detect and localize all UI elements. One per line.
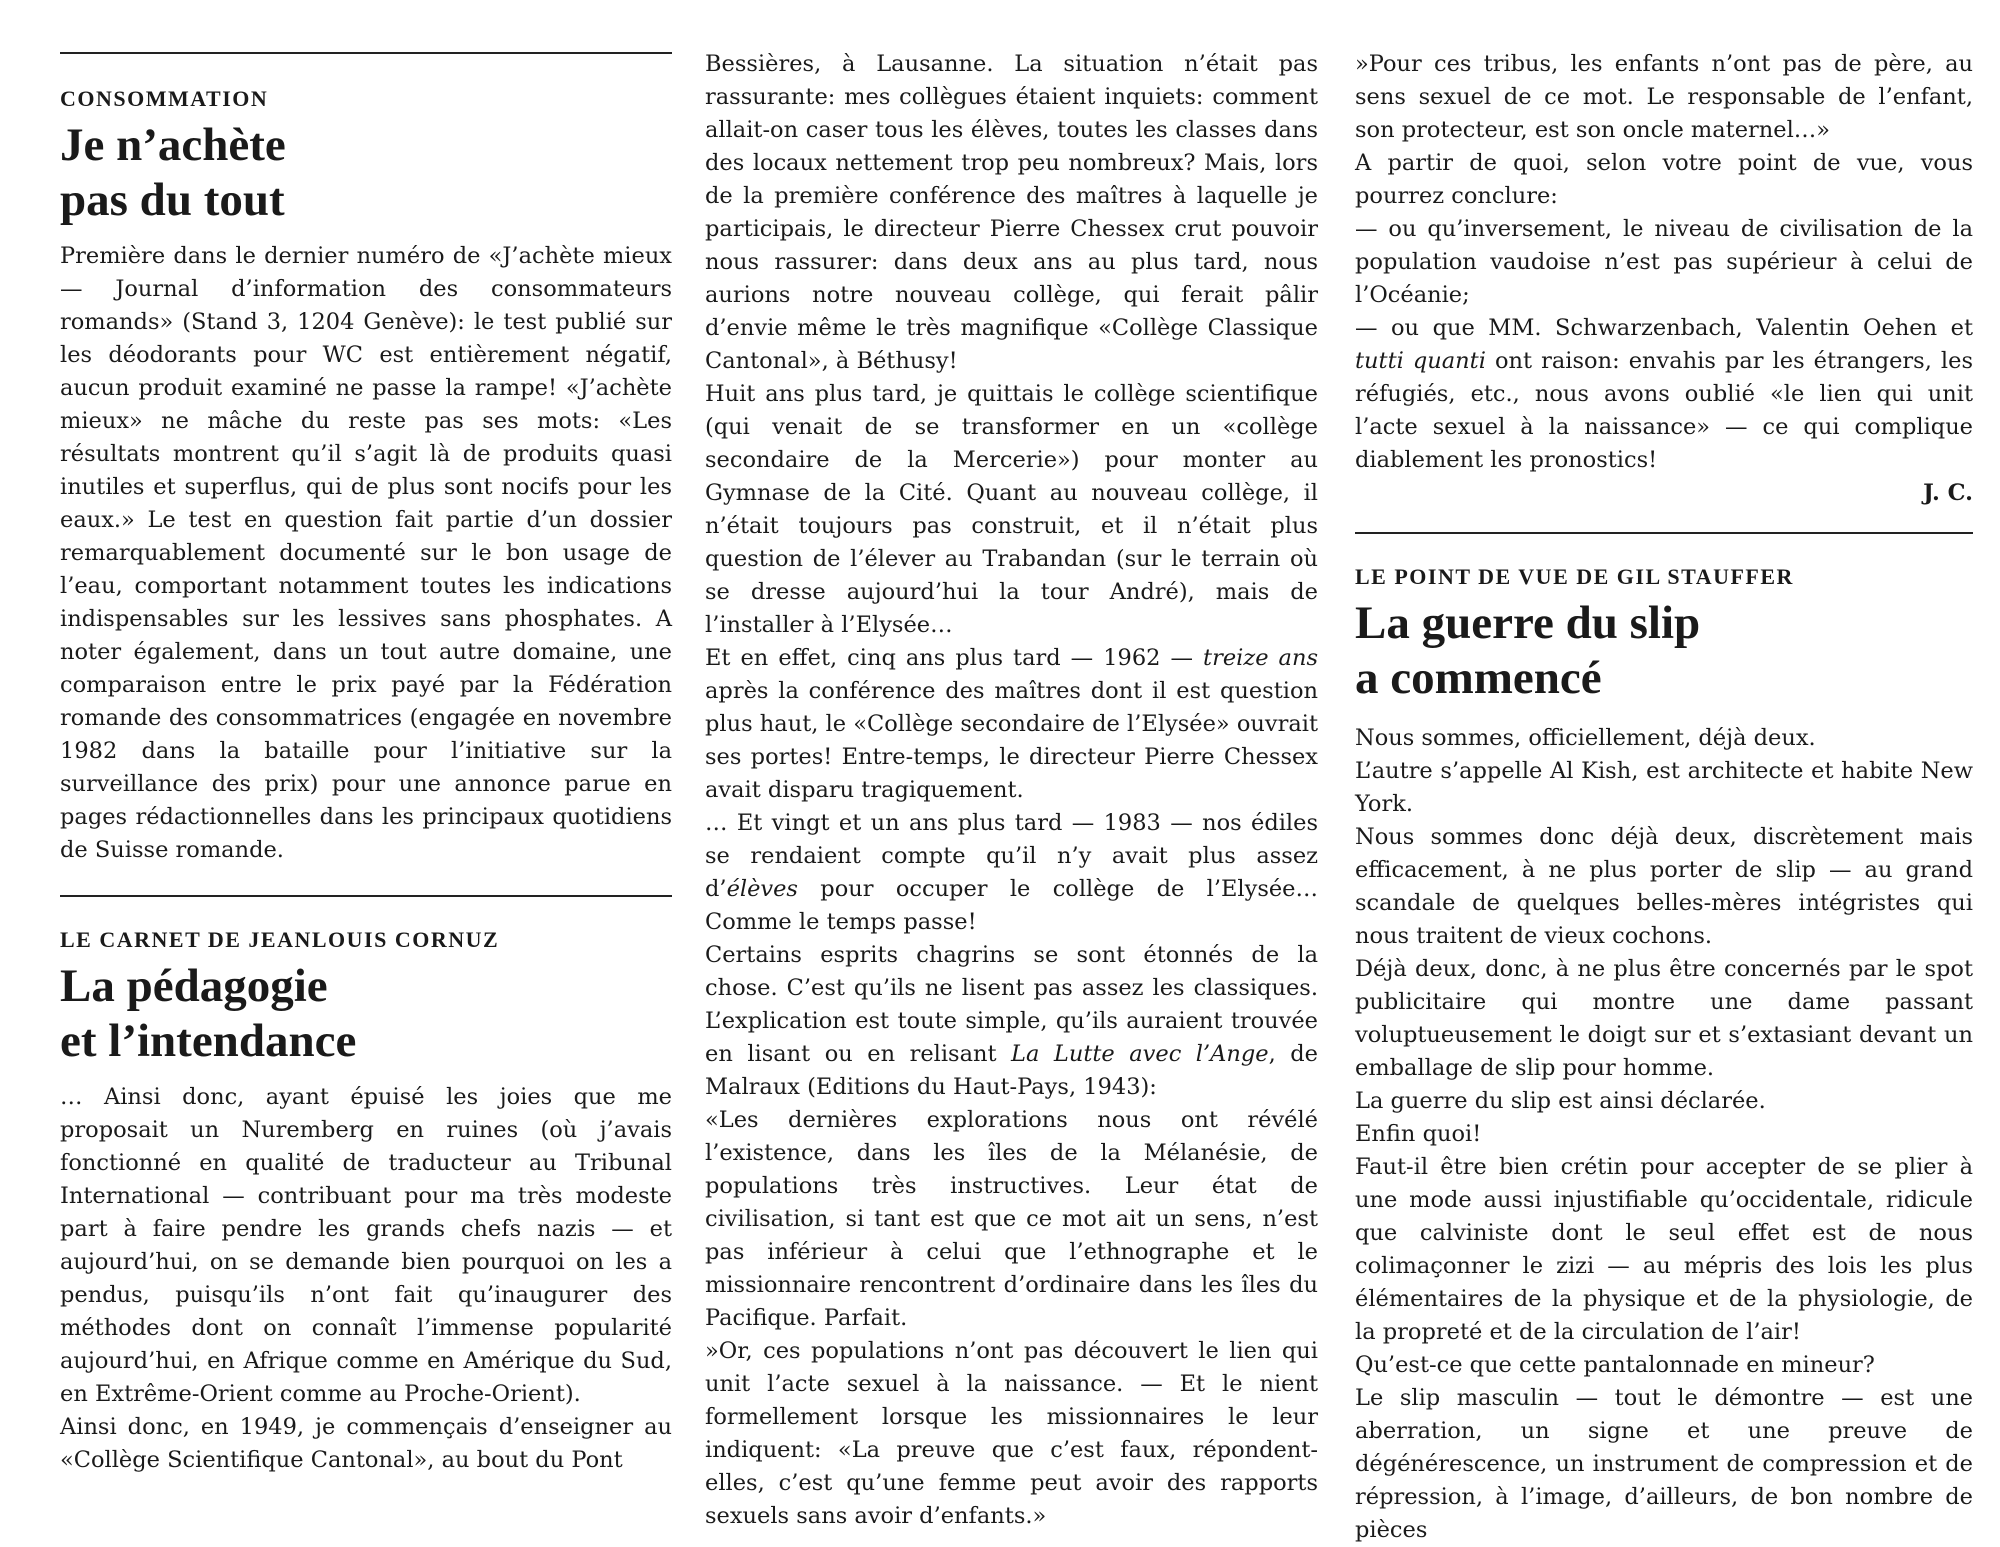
article-cornuz <box>60 927 672 1477</box>
paragraph <box>705 939 1318 1104</box>
paragraph: Déjà deux, donc, à ne plus être concernés par le spot publicitaire qui montre une dame passant voluptueusement le doigt sur et s’extasiant devant un emballage de slip pour homme. <box>1355 956 1973 1081</box>
paragraph: A partir de quoi, selon votre point de vue, vous pourrez conclure: <box>1355 150 1973 209</box>
article-consommation <box>60 86 672 867</box>
emphasis: élèves <box>726 876 798 902</box>
article-body <box>1355 722 1973 1547</box>
headline-line: a commencé <box>1355 652 1602 704</box>
kicker: CONSOMMATION <box>60 86 269 111</box>
paragraph: — ou qu’inversement, le niveau de civilisation de la population vaudoise n’est pas supérieur à celui de l’Océanie; <box>1355 216 1973 308</box>
paragraph: Nous sommes donc déjà deux, discrètement mais efficacement, à ne plus porter de slip — au grand scandale de quelques belles-mères intégristes qui nous traitent de vieux cochons. <box>1355 824 1973 949</box>
article-body <box>60 1081 672 1477</box>
headline-line: La pédagogie <box>60 960 328 1012</box>
headline-line: pas du tout <box>60 174 285 226</box>
headline <box>60 118 672 228</box>
text-run: … Et vingt et un ans plus tard — 1983 — nos édiles se rendaient compte qu’il n’y avait plus assez d’ <box>705 810 1318 902</box>
headline <box>1355 596 1973 706</box>
column-1 <box>60 0 672 1477</box>
paragraph: Nous sommes, officiellement, déjà deux. <box>1355 725 1816 751</box>
headline <box>60 959 672 1069</box>
book-title: La Lutte avec l’Ange <box>1011 1041 1269 1067</box>
article-stauffer <box>1355 564 1973 1547</box>
paragraph: Première dans le dernier numéro de «J’achète mieux — Journal d’information des consommateurs romands» (Stand 3, 1204 Genève): le test publié sur les déodorants pour WC est entièrement négatif, aucun produit examiné ne passe la rampe! «J’achète mieux» ne mâche du reste pas ses mots: «Les résultats montrent qu’il s’agit là de produits quasi inutiles et superflus, qui de plus sont nocifs pour les eaux.» Le test en question fait partie d’un dossier remarquablement documenté sur le bon usage de l’eau, comportant notamment toutes les indications indispensables sur les lessives sans phosphates. A noter également, dans un tout autre domaine, une comparaison entre le prix payé par la Fédération romande des consommatrices (engagée en novembre 1982 dans la bataille pour l’initiative sur la surveillance des prix) pour une annonce parue en pages rédactionnelles dans les principaux quotidiens de Suisse romande. <box>60 243 672 863</box>
quote-paragraph: »Pour ces tribus, les enfants n’ont pas de père, au sens sexuel de ce mot. Le responsable de l’enfant, son protecteur, est son oncle maternel…» <box>1355 51 1973 143</box>
paragraph <box>705 642 1318 807</box>
text-run: après la conférence des maîtres dont il est question plus haut, le «Collège secondaire de l’Elysée» ouvrait ses portes! Entre-temps, le directeur Pierre Chessex avait disparu tragiquement. <box>705 678 1318 803</box>
paragraph: Faut-il être bien crétin pour accepter de se plier à une mode aussi injustifiable qu’occidentale, ridicule que calviniste dont le seul effet est de nous colimaçonner le zizi — au mépris des lois les plus élémentaires de la physique et de la physiologie, de la propreté et de la circulation de l’air! <box>1355 1154 1973 1345</box>
article-body-continued <box>1355 48 1973 510</box>
headline-line: La guerre du slip <box>1355 597 1701 649</box>
paragraph: La guerre du slip est ainsi déclarée. <box>1355 1088 1766 1114</box>
paragraph: Bessières, à Lausanne. La situation n’était pas rassurante: mes collègues étaient inquiets: comment allait-on caser tous les élèves, toutes les classes dans des locaux nettement trop peu nombreux? Mais, lors de la première conférence des maîtres à laquelle je participais, le directeur Pierre Chessex crut pouvoir nous rassurer: dans deux ans au plus tard, nous aurions notre nouveau collège, qui ferait pâlir d’envie même le très magnifique «Collège Classique Cantonal», à Béthusy! <box>705 51 1318 374</box>
headline-line: Je n’achète <box>60 119 286 171</box>
text-run: pour occuper le collège de l’Elysée… Comme le temps passe! <box>705 876 1318 935</box>
column-3 <box>1355 0 1973 1547</box>
text-run: , de Malraux (Editions du Haut-Pays, 1943): <box>705 1041 1318 1100</box>
rule-top <box>60 52 672 54</box>
paragraph: Huit ans plus tard, je quittais le collège scientifique (qui venait de se transformer en un «collège secondaire de la Mercerie») pour monter au Gymnase de la Cité. Quant au nouveau collège, il n’était toujours pas construit, et il n’était plus question de l’élever au Trabandan (sur le terrain où se dresse aujourd’hui la tour André), mais de l’installer à l’Elysée… <box>705 381 1318 638</box>
signature: J. C. <box>1923 480 1973 506</box>
text-run: ont raison: envahis par les étrangers, les réfugiés, etc., nous avons oublié «le lien qui unit l’acte sexuel à la naissance» — ce qui complique diablement les pronostics! <box>1355 348 1973 473</box>
text-run: — ou que MM. Schwarzenbach, Valentin Oehen et <box>1355 315 1973 341</box>
paragraph: Enfin quoi! <box>1355 1121 1482 1147</box>
quote-paragraph: »Or, ces populations n’ont pas découvert le lien qui unit l’acte sexuel à la naissance. — Et le nient formellement lorsque les missionnaires le leur indiquent: «La preuve que c’est faux, répondent-elles, c’est qu’une femme peut avoir des rapports sexuels sans avoir d’enfants.» <box>705 1338 1318 1529</box>
rule-divider <box>1355 532 1973 534</box>
article-body <box>60 240 672 867</box>
text-run: Et en effet, cinq ans plus tard — 1962 — <box>705 645 1204 671</box>
emphasis: tutti quanti <box>1355 348 1486 374</box>
emphasis: treize ans <box>1203 645 1318 671</box>
paragraph: L’autre s’appelle Al Kish, est architecte et habite New York. <box>1355 758 1973 817</box>
rule-divider <box>60 895 672 897</box>
paragraph <box>705 807 1318 939</box>
paragraph: Le slip masculin — tout le démontre — est une aberration, un signe et une preuve de dégénérescence, un instrument de compression et de répression, à l’image, d’ailleurs, de bon nombre de pièces <box>1355 1385 1973 1543</box>
quote-paragraph: «Les dernières explorations nous ont révélé l’existence, dans les îles de la Mélanésie, de populations très instructives. Leur état de civilisation, si tant est que ce mot ait un sens, n’est pas inférieur à celui que l’ethnographe et le missionnaire rencontrent d’ordinaire dans les îles du Pacifique. Parfait. <box>705 1107 1318 1331</box>
paragraph: Ainsi donc, en 1949, je commençais d’enseigner au «Collège Scientifique Cantonal», au bout du Pont <box>60 1414 672 1473</box>
kicker: LE CARNET DE JEANLOUIS CORNUZ <box>60 927 500 952</box>
paragraph: … Ainsi donc, ayant épuisé les joies que me proposait un Nuremberg en ruines (où j’avais fonctionné en qualité de traducteur au Tribunal International — contribuant pour ma très modeste part à faire pendre les grands chefs nazis — et aujourd’hui, on se demande bien pourquoi on les a pendus, puisqu’ils n’ont fait qu’inaugurer des méthodes dont on connaît l’immense popularité aujourd’hui, en Afrique comme en Amérique du Sud, en Extrême-Orient comme au Proche-Orient). <box>60 1084 672 1407</box>
article-body-continued <box>705 48 1318 1533</box>
kicker: LE POINT DE VUE DE GIL STAUFFER <box>1355 564 1794 589</box>
column-2 <box>705 0 1318 1533</box>
text-run: Certains esprits chagrins se sont étonnés de la chose. C’est qu’ils ne lisent pas assez les classiques. L’explication est toute simple, qu’ils auraient trouvée en lisant ou en relisant <box>705 942 1318 1067</box>
paragraph <box>1355 312 1973 477</box>
headline-line: et l’intendance <box>60 1015 357 1067</box>
paragraph: Qu’est-ce que cette pantalonnade en mineur? <box>1355 1352 1875 1378</box>
